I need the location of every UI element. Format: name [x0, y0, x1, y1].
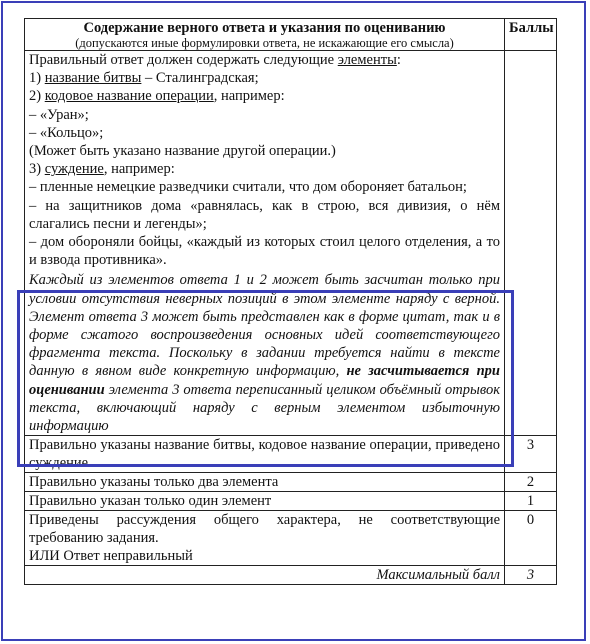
score-header: Баллы	[505, 19, 557, 51]
e2-prefix: 2)	[29, 88, 42, 105]
intro-key: элементы	[337, 52, 397, 68]
header-subtitle: (допускаются иные формулировки ответа, не искажающие его смысла)	[75, 36, 454, 50]
max-score-value: 3	[505, 566, 557, 585]
criterion-text-line-1: Приведены рассуждения общего характера, не соответствующие требованию задания.	[29, 512, 500, 547]
e3-example-2: – на защитников дома «равнялась, как в строю, вся дивизия, о нём слагались песни и легенды»;	[29, 197, 500, 232]
note-part-1: Каждый из элементов ответа 1 и 2 может быть засчитан только при условии отсутствия неверных позиций в этом элементе наряду с верной. Элемент ответа 3 может быть представлен как в форме цитат, так и в форме сжатого воспроизведения основных идей соответствующего фрагмента текста. Поскольку в задании требуется найти в тексте данную в явном виде конкретную информацию,	[29, 272, 500, 380]
criterion-row	[25, 473, 557, 492]
criterion-text: Правильно указан только один элемент	[25, 492, 505, 511]
grading-note	[29, 271, 500, 435]
criterion-text	[25, 511, 505, 566]
criterion-text: Правильно указаны только два элемента	[25, 473, 505, 492]
e3-example-1: – пленные немецкие разведчики считали, что дом обороняет батальон;	[29, 179, 467, 196]
e2-note: (Может быть указано название другой операции.)	[29, 143, 336, 160]
criterion-row	[25, 492, 557, 511]
e3-prefix: 3)	[29, 161, 42, 178]
e2-text: , например:	[213, 88, 285, 105]
content-header	[25, 19, 505, 51]
answer-score-cell	[505, 51, 557, 436]
answer-intro: Правильный ответ должен содержать следующие элементы:	[29, 52, 401, 68]
criterion-row	[25, 436, 557, 473]
table-header-row	[25, 19, 557, 51]
e2-key: кодовое название операции	[44, 88, 214, 105]
e1-text: – Сталинградская;	[141, 70, 259, 87]
criterion-score: 2	[505, 473, 557, 492]
answer-content	[25, 51, 505, 436]
max-score-label: Максимальный балл	[25, 566, 505, 585]
header-title: Содержание верного ответа и указания по оцениванию	[83, 20, 446, 36]
element-3	[29, 160, 500, 178]
e3-key: суждение	[44, 161, 104, 178]
e3-example-3: – дом обороняли бойцы, «каждый из которых стоил целого отделения, а то и взвода противника».	[29, 234, 500, 269]
grading-table	[24, 18, 557, 585]
criterion-score: 3	[505, 436, 557, 473]
e3-text: , например:	[103, 161, 175, 178]
note-part-2: элемента 3 ответа переписанный целиком объёмный отрывок текста, включающий наряду с верным элементом избыточную информацию	[29, 381, 500, 435]
e2-example-1: – «Уран»;	[29, 106, 89, 123]
element-2	[29, 87, 500, 105]
e1-prefix: 1)	[29, 70, 42, 87]
element-1	[29, 69, 500, 87]
answer-row	[25, 51, 557, 436]
criterion-text: Правильно указаны название битвы, кодовое название операции, приведено суждение	[25, 436, 505, 473]
criterion-text-line-2: ИЛИ Ответ неправильный	[29, 548, 193, 565]
criterion-score: 1	[505, 492, 557, 511]
criterion-row	[25, 511, 557, 566]
e1-key: название битвы	[44, 70, 142, 87]
note-bold: не засчитывается при оценивании	[29, 363, 500, 398]
criterion-score: 0	[505, 511, 557, 566]
e2-example-2: – «Кольцо»;	[29, 124, 104, 141]
max-score-row	[25, 566, 557, 585]
